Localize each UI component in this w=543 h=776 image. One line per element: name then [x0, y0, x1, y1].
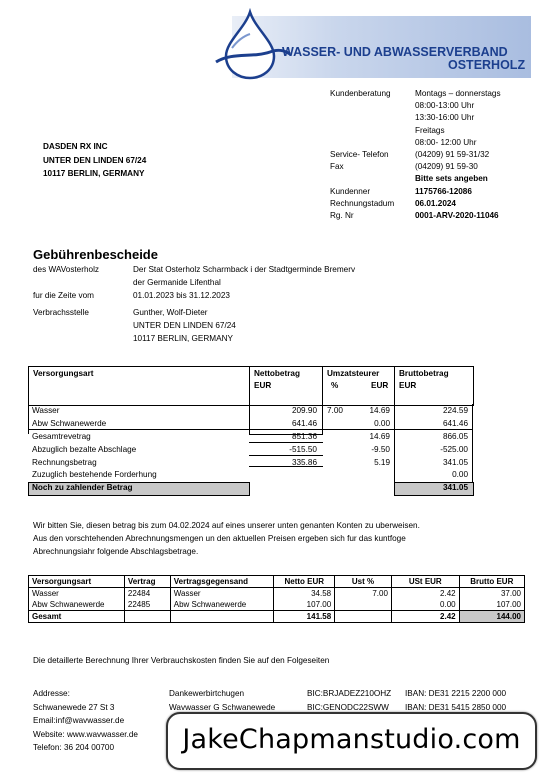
footer-line: Wavwasser G Schwanewede: [169, 702, 276, 712]
watermark-text: JakeChapmanstudio.com: [182, 724, 521, 755]
t2-cell: 34.58: [274, 588, 335, 600]
t2-header-cell: USt EUR: [391, 576, 459, 588]
t2-cell: 7.00: [335, 588, 392, 600]
t2-cell: Wasser: [29, 588, 125, 600]
contact-value: Montags – donnerstags: [415, 89, 501, 98]
contact-value: 0001-ARV-2020-11046: [415, 211, 499, 220]
t1-row-pct: 7.00: [327, 406, 343, 415]
t1-row-ust: 14.69: [369, 406, 390, 415]
t1-row-brutto: -525.00: [440, 445, 468, 454]
t1-row-netto: 641.46: [291, 419, 317, 428]
t2-cell: 2.42: [391, 588, 459, 600]
contact-label: Kundenner: [330, 186, 371, 196]
t2-cell: [335, 611, 392, 623]
recipient-name: DASDEN RX INC: [43, 142, 108, 151]
footer-line: IBAN: DE31 2215 2200 000: [405, 689, 507, 698]
t2-header-cell: Ust %: [335, 576, 392, 588]
billing-summary-table: [28, 366, 474, 496]
t2-header-cell: Vertrag: [124, 576, 170, 588]
consumption-point-label: Verbrachsstelle: [33, 308, 89, 317]
t2-cell: Abw Schwanewerde: [170, 599, 274, 611]
footer-line: BIC:BRJADEZ210OHZ: [307, 689, 392, 698]
contact-value: 08:00- 12:00 Uhr: [415, 137, 477, 147]
t1-header-netto-unit: EUR: [254, 381, 272, 390]
document-title: Gebührenbescheide: [33, 247, 158, 262]
contact-label: Service- Telefon: [330, 150, 389, 159]
water-drop-logo-icon: [212, 8, 292, 80]
t2-row: [29, 588, 525, 600]
contact-value: 13:30-16:00 Uhr: [415, 113, 475, 123]
org-name-line1: WASSER- UND ABWASSERVERBAND: [282, 45, 508, 59]
t2-cell: 107.00: [274, 599, 335, 611]
t1-row-label: Zuzuglich bestehende Forderhung: [32, 470, 157, 479]
t1-header-ust-eur: EUR: [371, 381, 389, 390]
footer-line: Email:inf@wavwasser.de: [33, 716, 125, 725]
t1-row-netto: -515.50: [289, 445, 317, 454]
t1-row-label: Rechnungsbetrag: [32, 458, 97, 467]
t1-row-ust: -9.50: [371, 445, 390, 454]
t1-header-versorgungsart: Versorgungsart: [33, 369, 94, 378]
t1-row-netto: 851.36: [291, 432, 317, 441]
contact-value: Freitags: [415, 125, 445, 135]
t2-header-cell: Vertragsgegensand: [170, 576, 274, 588]
t1-header-brutto-unit: EUR: [399, 381, 417, 390]
t2-cell: 144.00: [459, 611, 524, 623]
t2-cell: [124, 611, 170, 623]
t2-header-cell: Netto EUR: [274, 576, 335, 588]
contact-value: Bitte sets angeben: [415, 174, 488, 184]
t2-cell: Abw Schwanewerde: [29, 599, 125, 611]
consumption-point-city: 10117 BERLIN, GERMANY: [133, 334, 233, 343]
t1-row-netto: 335.86: [291, 458, 317, 467]
t1-row-brutto: 341.05: [442, 483, 468, 492]
installment-text-2: Abrechnungsiahr folgende Abschlagsbetrage.: [33, 547, 199, 556]
contact-label: Rechnungstadum: [330, 198, 395, 208]
t2-cell: [170, 611, 274, 623]
des-value-1: Der Stat Osterholz Scharmback i der Stadtgerminde Bremerv: [133, 265, 356, 274]
payment-request-text: Wir bitten Sie, diesen betrag bis zum 04.02.2024 auf eines unserer unten genanten Konten zu uberweisen.: [33, 521, 420, 530]
t2-cell: 37.00: [459, 588, 524, 600]
footer-line: IBAN: DE31 5415 2850 000: [405, 702, 507, 712]
t2-cell: [335, 599, 392, 611]
t2-row: [29, 611, 525, 623]
contact-label: Fax: [330, 162, 344, 172]
t2-cell: Gesamt: [29, 611, 125, 623]
installment-table: [28, 575, 525, 623]
t1-header-brutto: Bruttobetrag: [399, 369, 449, 378]
consumption-point-street: UNTER DEN LINDEN 67/24: [133, 321, 236, 330]
consumption-point-name: Gunther, Wolf-Dieter: [133, 308, 208, 317]
des-label: des WAVosterholz: [33, 265, 99, 274]
t1-row-ust: 14.69: [369, 432, 390, 441]
t1-row-label: Noch zu zahlender Betrag: [32, 483, 133, 492]
t1-row-brutto: 341.05: [442, 458, 468, 467]
t1-row-brutto: 224.59: [442, 406, 468, 415]
contact-value: (04209) 91 59-30: [415, 162, 478, 172]
t2-header-cell: Brutto EUR: [459, 576, 524, 588]
footer-line: Schwanewede 27 St 3: [33, 702, 115, 712]
contact-value: 1175766-12086: [415, 186, 472, 196]
t1-row-brutto: 641.46: [442, 419, 468, 428]
contact-value: (04209) 91 59-31/32: [415, 150, 490, 159]
t1-row-label: Gesamtrevetrag: [32, 432, 91, 441]
t1-row-label: Wasser: [32, 406, 60, 415]
contact-value: 06.01.2024: [415, 198, 456, 208]
t1-header-ust: Umzatsteurer: [327, 369, 380, 378]
org-name-line2: OSTERHOLZ: [448, 58, 526, 72]
t1-row-brutto: 0.00: [452, 470, 468, 479]
period-value: 01.01.2023 bis 31.12.2023: [133, 291, 230, 300]
des-value-2: der Germanide Lifenthal: [133, 278, 221, 287]
footer-line: Telefon: 36 204 00700: [33, 743, 115, 752]
t2-cell: 22485: [124, 599, 170, 611]
t1-row-brutto: 866.05: [442, 432, 468, 441]
contact-value: 08:00-13:00 Uhr: [415, 101, 475, 111]
t1-row-label: Abzuglich bezalte Abschlage: [32, 445, 137, 454]
t2-cell: 0.00: [391, 599, 459, 611]
footer-line: Website: www.wavwasser.de: [33, 729, 138, 739]
recipient-street: UNTER DEN LINDEN 67/24: [43, 156, 147, 165]
t2-row: [29, 599, 525, 611]
t2-cell: 141.58: [274, 611, 335, 623]
t2-cell: Wasser: [170, 588, 274, 600]
t1-row-ust: 0.00: [374, 419, 390, 428]
t2-header-cell: Versorgungsart: [29, 576, 125, 588]
footer-line: BIC:GENODC22SWW: [307, 702, 389, 712]
t1-row-netto: 209.90: [291, 406, 317, 415]
contact-label: Kundenberatung: [330, 89, 391, 98]
t1-header-ust-pct: %: [331, 381, 339, 390]
watermark-banner: [166, 712, 537, 770]
recipient-city: 10117 BERLIN, GERMANY: [43, 169, 145, 178]
t1-header-netto: Nettobetrag: [254, 369, 300, 378]
detail-note: Die detaillerte Berechnung Ihrer Verbrauchskosten finden Sie auf den Folgeseiten: [33, 656, 330, 665]
t1-row-label: Abw Schwanewerde: [32, 419, 107, 428]
t2-cell: 22484: [124, 588, 170, 600]
t1-row-ust: 5.19: [374, 458, 390, 467]
footer-line: Addresse:: [33, 689, 70, 698]
footer-line: Dankewerbirtchugen: [169, 689, 245, 698]
t2-header-row: [29, 576, 525, 588]
contact-label: Rg. Nr: [330, 211, 354, 220]
period-label: fur die Zeite vom: [33, 291, 94, 300]
installment-text-1: Aus den vorschtehenden Abrechnungsmengen un den aktuellen Preisen ergeben sich fur das kuntfoge: [33, 534, 406, 543]
t2-cell: 107.00: [459, 599, 524, 611]
t2-cell: 2.42: [391, 611, 459, 623]
